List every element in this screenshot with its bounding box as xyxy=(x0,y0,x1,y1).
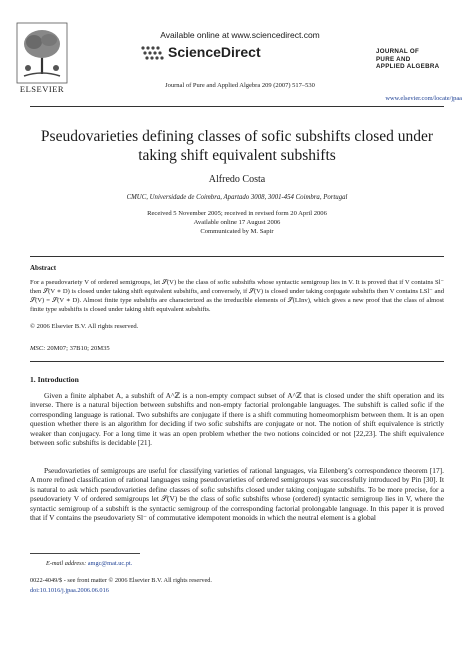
article-author: Alfredo Costa xyxy=(208,174,266,185)
author-email xyxy=(46,560,132,567)
intro-paragraph-1 xyxy=(30,391,444,447)
msc-classification xyxy=(30,345,110,352)
email-label: E-mail address: xyxy=(46,560,87,567)
elsevier-tree-logo xyxy=(16,22,68,84)
doi-link[interactable]: doi:10.1016/j.jpaa.2006.06.016 xyxy=(30,587,109,594)
abstract-bottom-divider xyxy=(30,361,444,362)
intro-paragraph-1-text: Given a finite alphabet A, a subshift of A^ℤ is a non-empty compact subset of A^ℤ that is closed under the shift operation and its inverse. There is a natural bijection between subshifts and non-empty factorial prolongable languages. The subshift is called sofic if the corresponding language is rational. Two subshifts are conjugate if there is a shift commuting homeomorphism between them. It is an open question whether there is an algorithm for deciding if two sofic subshifts are conjugate or not. The notion of shift equivalence is strictly weaker than conjugacy. For a long time it was an open problem whether the two notions coincided or not [22,23]. The shift equivalence between sofic subshifts is decidable [21]. xyxy=(30,391,444,448)
abstract-heading: Abstract xyxy=(30,264,57,272)
sciencedirect-dots-icon xyxy=(138,44,168,62)
author-affiliation: CMUC, Universidade de Coimbra, Apartado 3008, 3001-454 Coimbra, Portugal xyxy=(126,194,348,201)
msc-codes: 20M07; 37B10; 20M35 xyxy=(47,345,110,352)
footnote-divider xyxy=(30,553,140,554)
article-dates xyxy=(30,210,444,236)
email-link[interactable]: amgc@mat.uc.pt. xyxy=(87,560,133,567)
sciencedirect-logo-text: ScienceDirect xyxy=(168,44,261,60)
abstract-top-divider xyxy=(30,256,444,257)
communicated-by: Communicated by M. Sapir xyxy=(200,227,274,235)
abstract-text: For a pseudovariety V of ordered semigroups, let 𝒮(V) be the class of sofic subshifts whose syntactic semigroup lies in V. It is proved that if V contains Sl⁻ then 𝒮(V ∗ D) is closed under taking shift equivalent subshifts, and conversely, if 𝒮(V) is closed under taking conjugate subshifts then V contains LSl⁻ and 𝒮(V) = 𝒮(V ∗ D). Almost finite type subshifts are characterized as the irreducible elements of 𝒮(LInv), which gives a new proof that the class of almost finite type subshifts is closed under taking shift equivalent subshifts. xyxy=(30,279,444,313)
publisher-name: ELSEVIER xyxy=(19,84,65,94)
journal-reference: Journal of Pure and Applied Algebra 209 (2007) 517–530 xyxy=(165,82,315,89)
received-date: Received 5 November 2005; received in revised form 20 April 2006 xyxy=(147,210,327,217)
journal-title-line: APPLIED ALGEBRA xyxy=(376,63,440,70)
journal-url-link[interactable]: www.elsevier.com/locate/jpaa xyxy=(385,95,462,102)
intro-paragraph-2-text: Pseudovarieties of semigroups are useful for classifying varieties of rational languages, via Eilenberg’s correspondence theorem [17]. A more refined classification of rational languages using pseudovarieties of ordered semigroups was successfully introduced by Pin [30]. It is natural to ask which pseudovarieties define classes of sofic subshifts closed under taking conjugate subshifts. To be more precise, for a pseudovariety V of ordered semigroups let 𝒮(V) be the class of sofic subshifts whose (ordered) syntactic semigroup lies in V, where the syntactic semigroup of a subshift is the syntactic semigroup of the corresponding factorial prolongable language. In this paper it is proved that if V contains the pseudovariety Sl⁻ of commutative idempotent monoids in which the neutral element is a global xyxy=(30,466,444,523)
issn-line: 0022-4049/$ - see front matter © 2006 Elsevier B.V. All rights reserved. xyxy=(30,577,212,584)
header-divider xyxy=(30,106,444,107)
article-title: Pseudovarieties defining classes of sofic subshifts closed under taking shift equivalent subshifts xyxy=(40,128,434,164)
available-online-text[interactable]: Available online at www.sciencedirect.com xyxy=(160,30,320,40)
section-heading: 1. Introduction xyxy=(30,375,79,384)
journal-title-line: PURE AND xyxy=(376,55,411,63)
abstract-copyright: © 2006 Elsevier B.V. All rights reserved. xyxy=(30,323,139,330)
journal-title-block xyxy=(376,48,456,71)
msc-label: MSC: xyxy=(30,345,46,352)
online-date: Available online 17 August 2006 xyxy=(193,218,281,226)
journal-title-line: JOURNAL OF xyxy=(376,48,420,55)
intro-paragraph-2 xyxy=(30,466,444,522)
